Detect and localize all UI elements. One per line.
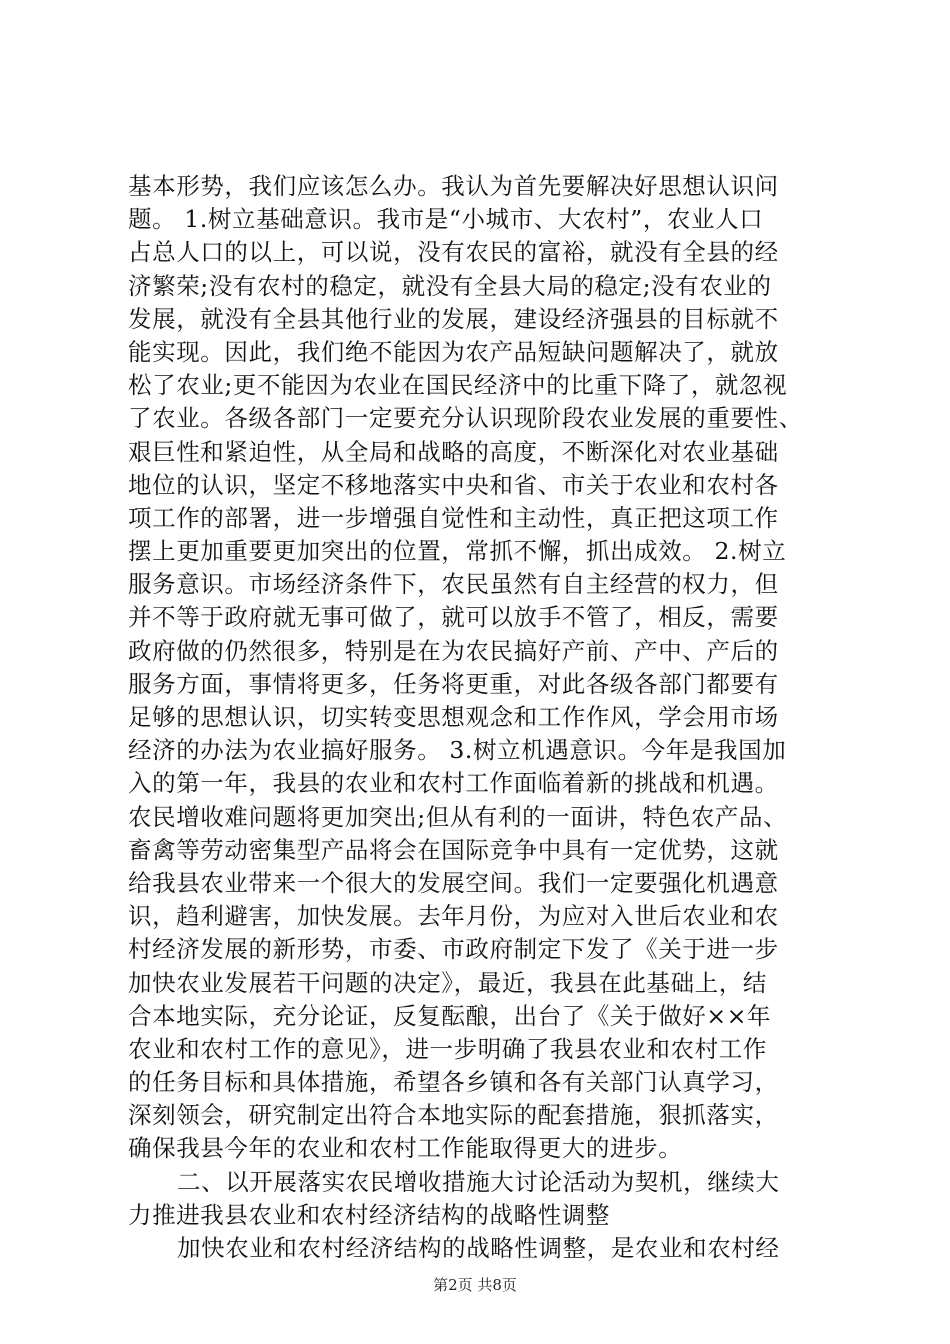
text-line: 村经济发展的新形势，市委、市政府制定下发了《关于进一步 [128,935,779,964]
text-line: 艰巨性和紧迫性，从全局和战略的高度，不断深化对农业基础 [128,437,779,466]
text-line: 加快农业和农村经济结构的战略性调整，是农业和农村经 [177,1234,780,1262]
document-body [128,170,828,1265]
text-line: 基本形势，我们应该怎么办。我认为首先要解决好思想认识问 [128,172,779,200]
text-line: 服务意识。市场经济条件下，农民虽然有自主经营的权力，但 [128,570,779,599]
text-line: 服务方面，事情将更多，任务将更重，对此各级各部门都要有 [128,669,779,698]
text-line: 识，趋利避害，加快发展。去年月份，为应对入世后农业和农 [128,902,779,931]
text-line: 足够的思想认识，切实转变思想观念和工作作风，学会用市场 [128,703,779,731]
text-line: 农业和农村工作的意见》，进一步明确了我县农业和农村工作 [128,1034,767,1063]
text-line: 力推进我县农业和农村经济结构的战略性调整 [128,1200,610,1229]
text-line: 的任务目标和具体措施，希望各乡镇和各有关部门认真学习， [128,1068,779,1097]
text-line: 摆上更加重要更加突出的位置，常抓不懈，抓出成效。 2.树立 [128,537,787,566]
text-line: 二、以开展落实农民增收措施大讨论活动为契机，继续大 [177,1167,780,1196]
text-line: 政府做的仍然很多，特别是在为农民搞好产前、产中、产后的 [128,636,779,665]
text-line: 地位的认识，坚定不移地落实中央和省、市关于农业和农村各 [128,470,779,499]
text-line: 项工作的部署，进一步增强自觉性和主动性，真正把这项工作 [128,503,779,532]
text-line: 农民增收难问题将更加突出;但从有利的一面讲，特色农产品、 [128,802,788,831]
page-footer: 第2页 共8页 [433,1276,517,1294]
text-line: 入的第一年，我县的农业和农村工作面临着新的挑战和机遇。 [128,769,779,798]
text-line: 题。 1.树立基础意识。我市是“小城市、大农村”，农业人口 [128,205,764,234]
text-line: 合本地实际，充分论证，反复酝酿，出台了《关于做好××年 [128,1001,772,1030]
text-line: 并不等于政府就无事可做了，就可以放手不管了，相反，需要 [128,603,779,632]
text-line: 占总人口的以上，可以说，没有农民的富裕，就没有全县的经 [128,238,779,267]
text-line: 给我县农业带来一个很大的发展空间。我们一定要强化机遇意 [128,868,779,897]
text-line: 济繁荣;没有农村的稳定，就没有全县大局的稳定;没有农业的 [128,271,772,300]
text-line: 畜禽等劳动密集型产品将会在国际竞争中具有一定优势，这就 [128,835,779,864]
text-line: 加快农业发展若干问题的决定》，最近，我县在此基础上，结 [128,968,767,997]
text-line: 松了农业;更不能因为农业在国民经济中的比重下降了，就忽视 [128,371,788,400]
text-line: 能实现。因此，我们绝不能因为农产品短缺问题解决了，就放 [128,337,779,366]
text-line: 了农业。各级各部门一定要充分认识现阶段农业发展的重要性、 [128,404,803,433]
text-line: 确保我县今年的农业和农村工作能取得更大的进步。 [128,1134,683,1163]
text-line: 深刻领会，研究制定出符合本地实际的配套措施，狠抓落实， [128,1101,779,1130]
text-line: 经济的办法为农业搞好服务。 3.树立机遇意识。今年是我国加 [128,736,787,765]
text-line: 发展，就没有全县其他行业的发展，建设经济强县的目标就不 [128,304,779,333]
